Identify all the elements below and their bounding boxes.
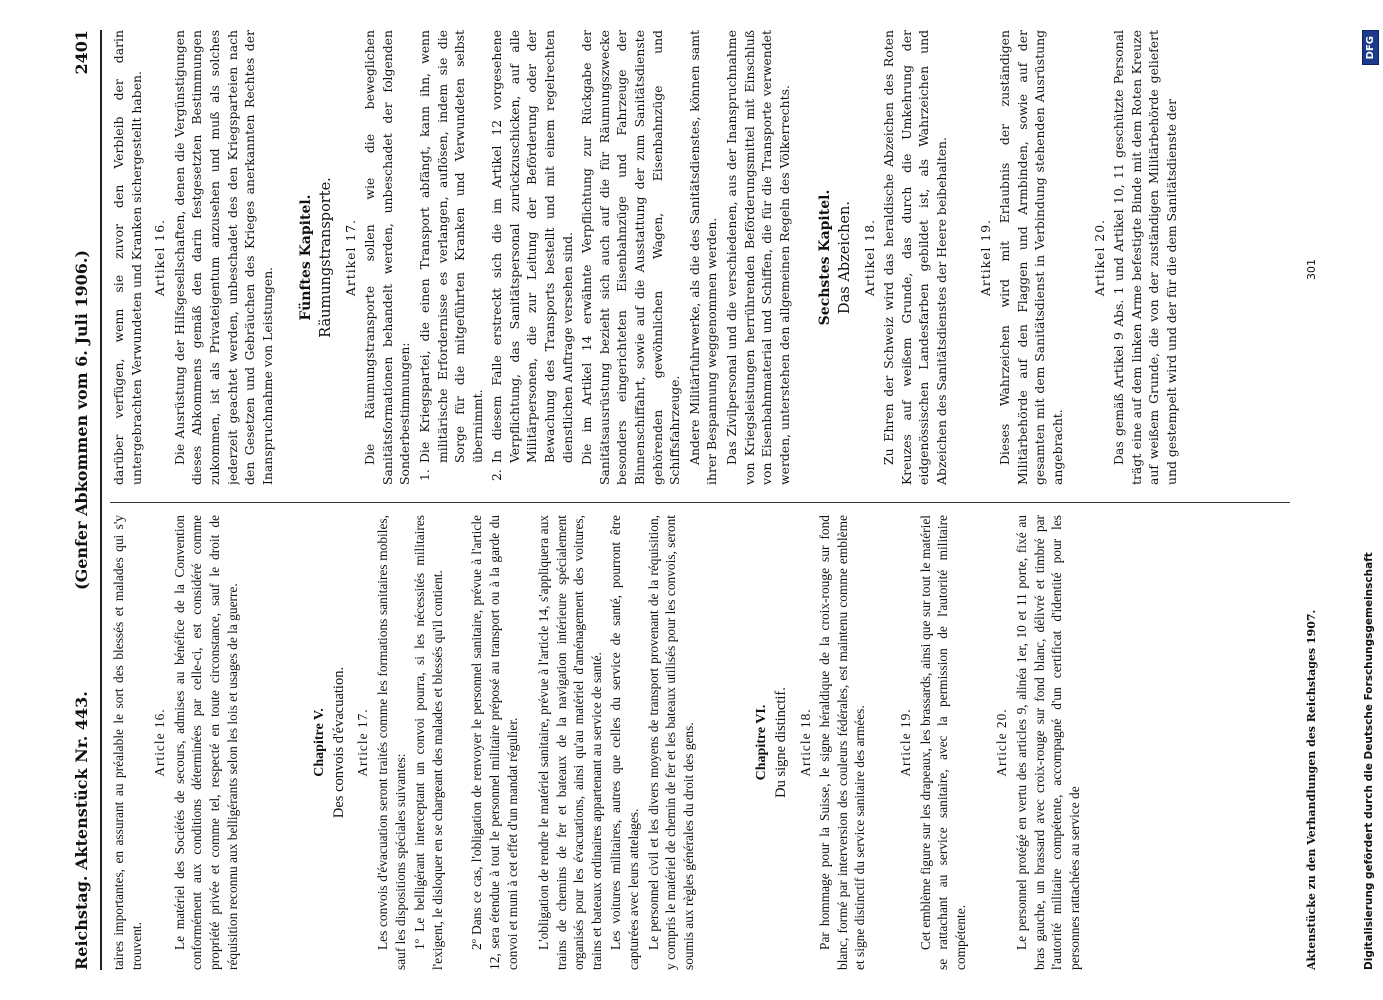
- german-article-16-text: Die Ausrüstung der Hilfsgesellschaften, denen die Vergünstigungen dieses Abkommens gemäß den darin festgesetzten Bestimmungen zukommen, ist als Privateigentum anzusehen und muß als solches jederzeit geachtet werden, unbeschadet des den Kriegsparteien nach den Gesetzen und Gebräuchen des Krieges anerkannten Rechtes der Inanspruchnahme von Leistungen.: [171, 30, 275, 485]
- digitization-credit-text: Digitalisierung gefördert durch die Deutsche Forschungsgemeinschaft: [1363, 552, 1375, 970]
- german-article-17-paragraph: Andere Militärfuhrwerke, als die des Sanitätsdienstes, können samt ihrer Bespannung weggenommen werden.: [686, 30, 720, 485]
- list-number: 1.: [416, 469, 432, 481]
- french-article-17-item-2: 2º Dans ce cas, l'obligation de renvoyer le personnel sanitaire, prévue à l'article 12, sera étendue à tout le personnel militaire préposé au transport ou à la garde du convoi et muni à cet effet d'un mandat régulier.: [469, 515, 520, 970]
- german-article-17-paragraph: Die im Artikel 14 erwähnte Verpflichtung zur Rückgabe der Sanitätsausrüstung bezieht sich auch auf die für Räumungszwecke besonders eingerichteten Eisenbahnzüge und Fahrzeuge der Binnenschiffahrt, sowie auf die Ausstattung der zum Sanitätsdienste gehörenden gewöhnlichen Wagen, Eisenbahnzüge und Schiffsfahrzeuge.: [579, 30, 683, 485]
- french-chapter-6-subtitle: Du signe distinctif.: [773, 687, 790, 798]
- french-article-20-title: Article 20.: [994, 708, 1010, 777]
- item-text: In diesem Falle erstreckt sich die im Artikel 12 vorgesehene Verpflichtung, das Sanitätspersonal zurückzuschicken, auf alle Militärpersonen, die zur Leitung der Beförderung oder der Bewachung des Transports bestellt und mit einem regelrechten dienstlichen Auftrage versehen sind.: [489, 30, 575, 463]
- french-article-19-text: Cet emblème figure sur les drapeaux, les brassards, ainsi que sur tout le matériel se rattachant au service sanitaire, avec la permission de l'autorité militaire compétente.: [917, 515, 968, 970]
- french-chapter-5-title: Chapitre V.: [312, 708, 328, 777]
- german-article-18-text: Zu Ehren der Schweiz wird das heraldische Abzeichen des Roten Kreuzes auf weißem Grunde, das durch die Umkehrung der eidgenössischen Landesfarben gebildet ist, als Wahrzeichen und Abzeichen des Sanitätsdienstes der Heere beibehalten.: [881, 30, 949, 485]
- french-article-17-title: Article 17.: [355, 708, 371, 777]
- german-article-17-intro: Die Räumungstransporte sollen wie die beweglichen Sanitätsformationen behandelt werden, unbeschadet der folgenden Sonderbestimmungen:: [362, 30, 413, 485]
- german-chapter-5-subtitle: Räumungstransporte.: [317, 177, 334, 338]
- german-article-20-title: Artikel 20.: [1091, 218, 1107, 297]
- column-divider: [110, 502, 1290, 503]
- digitization-credit: [1362, 30, 1378, 970]
- french-article-17-intro: Les convois d'évacuation seront traités comme les formations sanitaires mobiles, sauf les dispositions spéciales suivantes:: [374, 515, 408, 970]
- german-column: [110, 30, 1305, 485]
- french-article-17-item-1: 1º Le belligérant interceptant un convoi pourra, si les nécessités militaires l'exigent, le disloquer en se chargeant des malades et blessés qu'il contient.: [412, 515, 445, 970]
- german-article-17-item-1: [416, 30, 486, 485]
- french-article-20-text: Le personnel protégé en vertu des articles 9, alinéa 1er, 10 et 11 porte, fixé au bras gauche, un brassard avec croix-rouge sur fond blanc, délivré et timbré par l'autorité militaire compétente, accompagné d'un certificat d'identité pour les personnes rattachées au service de: [1013, 515, 1082, 970]
- french-article-18-title: Article 18.: [797, 708, 813, 777]
- german-article-17-title: Artikel 17.: [342, 218, 358, 297]
- german-paragraph: darüber verfügen, wenn sie zuvor den Verbleib der darin untergebrachten Verwundeten und Kranken sichergestellt haben.: [111, 30, 144, 485]
- french-article-19-title: Article 19.: [898, 708, 913, 777]
- german-article-16-title: Artikel 16.: [152, 218, 168, 297]
- french-paragraph: taires importantes, en assurant au préalable le sort des blessés et malades qui s'y trouvent.: [111, 515, 144, 970]
- list-number: 2.: [489, 469, 505, 481]
- french-chapter-5-subtitle: Des convois d'évacuation.: [330, 666, 347, 819]
- french-column: [110, 515, 1305, 970]
- header-left: Reichstag. Aktenstück Nr. 443.: [72, 691, 91, 970]
- german-chapter-6-title: Sechstes Kapitel.: [817, 189, 834, 326]
- footer-note: Aktenstücke zu den Verhandlungen des Reichstages 1907.: [1305, 609, 1318, 970]
- footer-page-number: 301: [1305, 259, 1318, 280]
- german-article-17-item-2: [488, 30, 576, 485]
- german-article-18-title: Artikel 18.: [861, 218, 877, 297]
- french-article-17-paragraph: Les voitures militaires, autres que celles du service de santé, pourront être capturées avec leurs attelages.: [608, 515, 642, 970]
- french-article-16-text: Le matériel des Sociétés de secours, admises au bénéfice de la Convention conformément aux conditions déterminées par celle-ci, est considéré comme propriété privée et comme tel, respecté en toute circonstance, sauf le droit de réquisition reconnu aux belligérants selon les lois et usages de la guerre.: [171, 515, 240, 970]
- german-chapter-6-subtitle: Das Abzeichen.: [836, 201, 853, 314]
- header-page-number: 2401: [72, 30, 91, 75]
- item-text: Die Kriegspartei, die einen Transport abfängt, kann ihn, wenn militärische Erfordernisse es verlangen, auflösen, indem sie die Sorge für die mitgeführten Kranken und Verwundeten selbst übernimmt.: [416, 30, 485, 463]
- page-header: [62, 30, 102, 970]
- french-chapter-6-title: Chapitre VI.: [754, 704, 770, 781]
- french-article-17-paragraph: Le personnel civil et les divers moyens de transport provenant de la réquisition, y compris le matériel de chemin de fer et les bateaux utilisés pour les convois, seront soumis aux règles générales du droit des gens.: [645, 515, 696, 970]
- german-article-19-text: Dieses Wahrzeichen wird mit Erlaubnis der zuständigen Militärbehörde auf den Flaggen und Armbinden, sowie auf der gesamten mit dem Sanitätsdienst in Verbindung stehenden Ausrüstung angebracht.: [997, 30, 1065, 485]
- dfg-logo: DFG: [1362, 30, 1379, 65]
- french-article-17-paragraph: L'obligation de rendre le matériel sanitaire, prévue à l'article 14, s'appliquera aux trains de chemins de fer et bateaux de la navigation intérieure spécialement organisés pour les évacuations, ainsi qu'au matériel d'aménagement des voitures, trains et bateaux ordinaires appartenant au service de santé.: [536, 515, 604, 970]
- french-article-18-text: Par hommage pour la Suisse, le signe héraldique de la croix-rouge sur fond blanc, formé par interversion des couleurs fédérales, est maintenu comme emblème et signe distinctif du service sanitaire des armées.: [817, 515, 868, 970]
- german-article-19-title: Artikel 19.: [977, 218, 993, 297]
- german-chapter-5-title: Fünftes Kapitel.: [298, 194, 315, 321]
- french-article-16-title: Article 16.: [152, 708, 168, 777]
- german-article-20-text: Das gemäß Artikel 9 Abs. 1 und Artikel 10, 11 geschützte Personal trägt eine auf dem linken Arme befestigte Binde mit dem Roten Kreuze auf weißem Grunde, die von der zuständigen Militärbehörde geliefert und gestempelt wird und der für die dem Sanitätsdienste der: [1111, 30, 1179, 485]
- german-article-17-paragraph: Das Zivilpersonal und die verschiedenen, aus der Inanspruchnahme von Kriegsleistungen herrührenden Beförderungsmittel mit Einschluß von Eisenbahnmaterial und Schiffen, die für die Transporte verwendet werden, unterstehen den allgemeinen Regeln des Völkerrechts.: [724, 30, 792, 485]
- header-center: (Genfer Abkommen vom 6. Juli 1906.): [72, 249, 91, 590]
